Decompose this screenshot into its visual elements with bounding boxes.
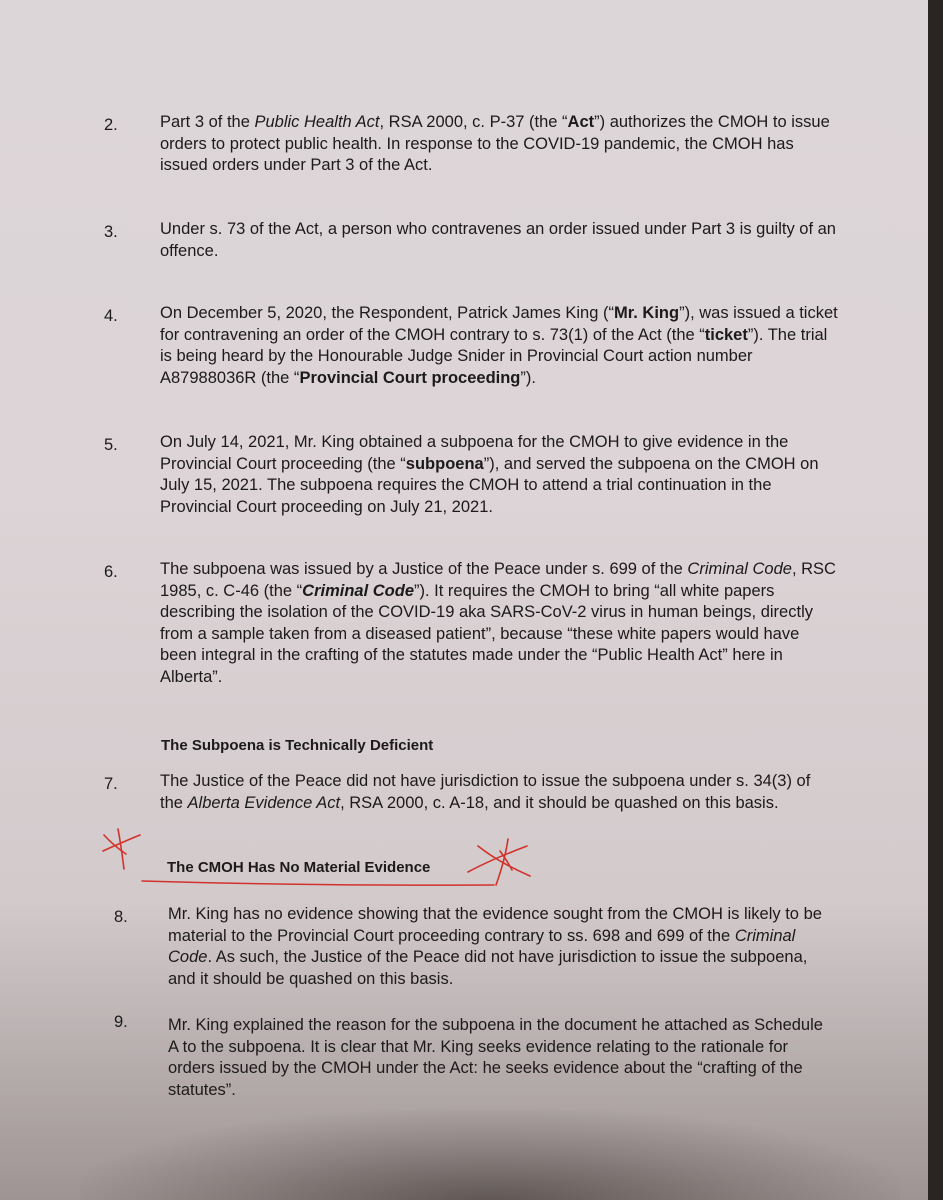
text-segment: Criminal Code (168, 926, 796, 966)
text-segment: On July 14, 2021, Mr. King obtained a subpoena for the CMOH to give evidence in the Provincial Court proceeding (the “ (160, 433, 789, 473)
paragraph-text (160, 112, 840, 177)
paragraph-number: 5. (104, 436, 118, 454)
text-segment: Criminal Code (302, 581, 415, 600)
text-segment: The subpoena was issued by a Justice of the Peace under s. 699 of the (160, 560, 688, 578)
text-segment: Criminal Code (687, 560, 792, 578)
paragraph-text (160, 432, 836, 518)
paragraph-number: 8. (114, 908, 128, 926)
text-segment: , RSC 1985, c. C-46 (the “ (160, 560, 836, 600)
paragraph-text (160, 771, 836, 814)
text-segment: Act (567, 113, 595, 131)
text-segment: . As such, the Justice of the Peace did not have jurisdiction to issue the subpoena, and it should be quashed on this basis. (168, 948, 808, 988)
text-segment: Mr. King has no evidence showing that the evidence sought from the CMOH is likely to be material to the Provincial Court proceeding contrary to ss. 698 and 699 of the (168, 905, 822, 945)
text-segment: Provincial Court proceeding (299, 368, 521, 387)
text-segment: Public Health Act (254, 113, 380, 131)
paragraph-number: 6. (104, 563, 118, 581)
text-segment: subpoena (405, 454, 484, 473)
text-segment: ”), was issued a ticket for contravening an order of the CMOH contrary to s. 73(1) of the Act (the “ (160, 304, 838, 344)
paragraph-text (160, 219, 840, 262)
text-segment: ”) authorizes the CMOH to issue orders to protect public health. In response to the COVID-19 pandemic, the CMOH has issued orders under Part 3 of the Act. (160, 113, 830, 174)
text-segment: ”). (520, 368, 536, 387)
paragraph-text (160, 303, 840, 389)
text-segment: ”), and served the subpoena on the CMOH on July 15, 2021. The subpoena requires the CMOH to attend a trial continuation in the Provincial Court proceeding on July 21, 2021. (160, 454, 819, 516)
paragraph-number: 7. (104, 775, 118, 793)
paragraph-number: 9. (114, 1013, 128, 1031)
text-segment: Part 3 of the (160, 113, 255, 131)
bottom-shadow (80, 1110, 900, 1200)
text-segment: The Justice of the Peace did not have jurisdiction to issue the subpoena under s. 34(3) of the (160, 772, 811, 812)
paragraph-text (168, 1015, 836, 1101)
text-segment: ticket (704, 325, 748, 344)
paragraph-text (160, 559, 840, 688)
paragraph-number: 3. (104, 223, 118, 241)
paragraph-number: 2. (104, 116, 118, 134)
text-segment: ”). The trial is being heard by the Honourable Judge Snider in Provincial Court action number A87988036R (the “ (160, 325, 828, 387)
text-segment: On December 5, 2020, the Respondent, Patrick James King (“ (160, 304, 614, 322)
section-heading-technically-deficient: The Subpoena is Technically Deficient (161, 737, 434, 754)
text-segment: Mr. King (613, 304, 680, 322)
text-segment: , RSA 2000, c. P-37 (the “ (379, 113, 568, 131)
text-segment: Mr. King explained the reason for the subpoena in the document he attached as Schedule A to the subpoena. It is clear that Mr. King seeks evidence relating to the rationale for orders issued by the CMOH under the Act: he seeks evidence about the “crafting of the statutes”. (168, 1016, 823, 1099)
text-segment: ”). It requires the CMOH to bring “all white papers describing the isolation of the COVID-19 aka SARS-CoV-2 virus in human beings, directly from a sample taken from a diseased patient”, because “these white papers would have been integral in the crafting of the statutes made under the “Public Health Act” here in Alberta”. (160, 581, 813, 686)
text-segment: Alberta Evidence Act (187, 793, 341, 812)
paragraph-number: 4. (104, 307, 118, 325)
paragraph-text (168, 904, 836, 990)
section-heading-no-material-evidence: The CMOH Has No Material Evidence (167, 859, 431, 876)
text-segment: Under s. 73 of the Act, a person who contravenes an order issued under Part 3 is guilty of an offence. (160, 220, 836, 260)
text-segment: , RSA 2000, c. A-18, and it should be quashed on this basis. (340, 793, 779, 812)
